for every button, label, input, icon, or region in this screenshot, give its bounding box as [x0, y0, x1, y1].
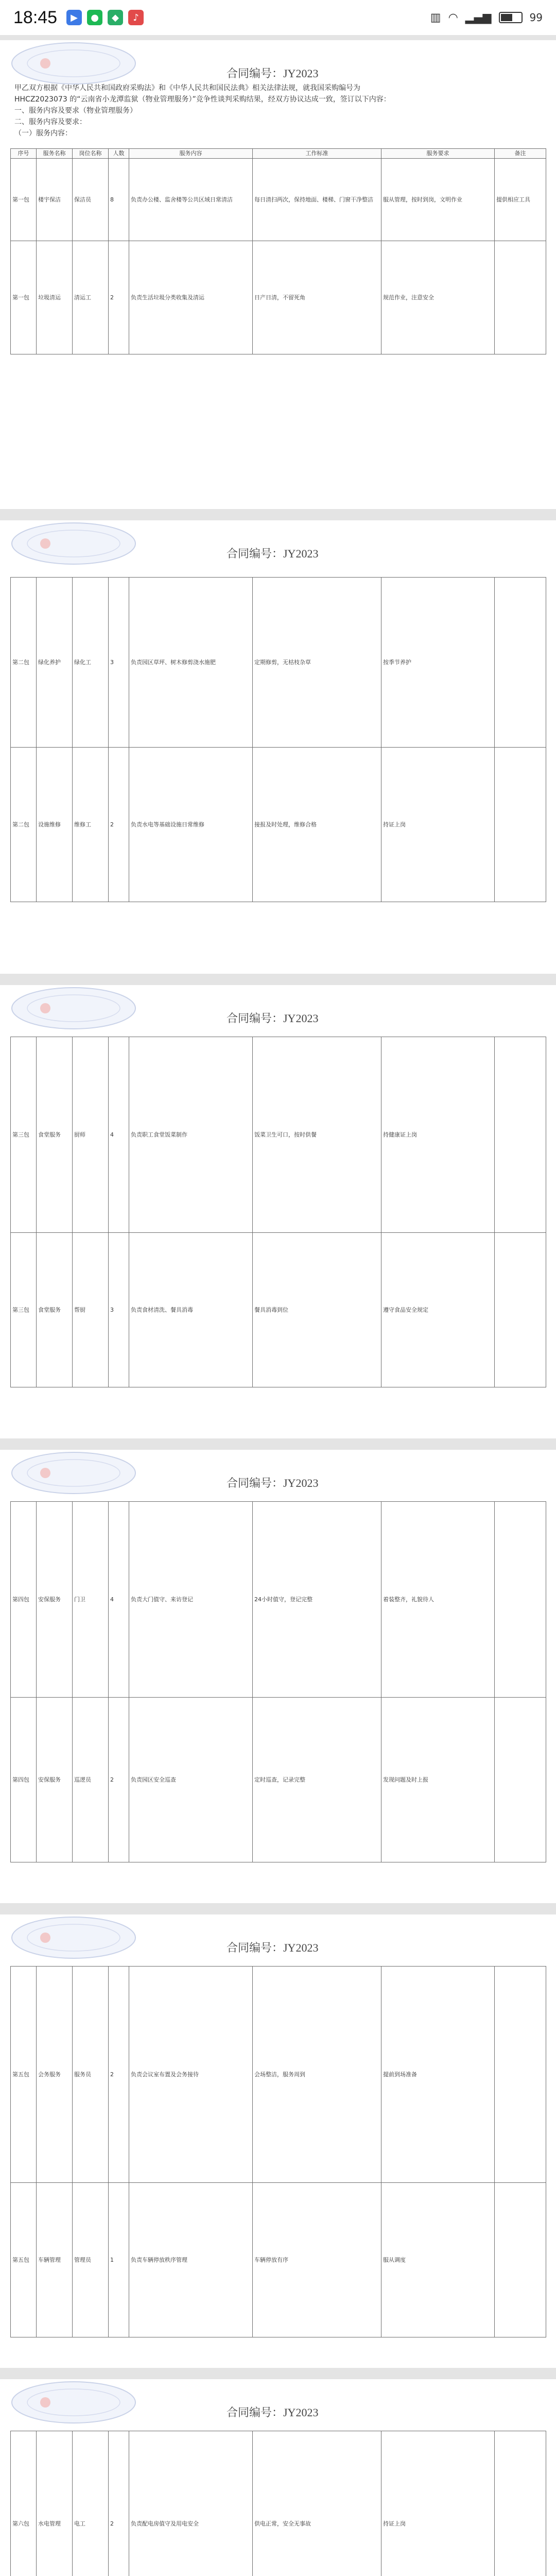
service-table — [10, 1037, 546, 1387]
table-cell: 规范作业，注意安全 — [381, 241, 495, 354]
header-cell: 序号 — [11, 149, 37, 159]
table-cell — [495, 2431, 546, 2576]
table-cell: 3 — [109, 1233, 129, 1387]
table-cell: 着装整齐，礼貌待人 — [381, 1502, 495, 1698]
table-cell: 日产日清，不留死角 — [253, 241, 381, 354]
intro-text — [14, 82, 542, 139]
table-cell: 负责生活垃圾分类收集及清运 — [129, 241, 253, 354]
table-cell: 2 — [109, 2431, 129, 2576]
table-cell: 2 — [109, 1698, 129, 1862]
intro-line: HHCZ2023073 的“云南省小龙潭监狱（物业管理服务）”竞争性谈判采购结果，经双方协议达成一致，签订以下内容： — [14, 95, 391, 104]
table-cell: 2 — [109, 1967, 129, 2183]
table-cell — [495, 241, 546, 354]
document-page-6 — [0, 2379, 556, 2576]
table-cell: 第四包 — [11, 1502, 37, 1698]
table-cell — [495, 1037, 546, 1233]
header-cell: 服务要求 — [381, 149, 495, 159]
service-table — [10, 1966, 546, 2337]
status-time: 18:45 — [13, 7, 58, 27]
table-cell: 会场整洁，服务周到 — [253, 1967, 381, 2183]
service-table — [10, 148, 546, 354]
table-cell: 楼宇保洁 — [37, 159, 73, 241]
header-cell: 服务内容 — [129, 149, 253, 159]
table-row — [11, 2431, 546, 2576]
table-cell: 服从管理，按时到岗，文明作业 — [381, 159, 495, 241]
contract-number: 合同编号：JY2023 — [227, 1012, 319, 1025]
table-cell — [495, 1233, 546, 1387]
table-cell: 4 — [109, 1037, 129, 1233]
table-cell: 定时巡查，记录完整 — [253, 1698, 381, 1862]
wechat-icon: ◆ — [108, 10, 123, 25]
table-cell: 提供相应工具 — [495, 159, 546, 241]
document-page-4 — [0, 1450, 556, 1903]
table-row — [11, 748, 546, 902]
table-cell: 供电正常，安全无事故 — [253, 2431, 381, 2576]
watermark-seal-icon — [9, 2379, 138, 2426]
table-cell: 遵守食品安全规定 — [381, 1233, 495, 1387]
app-notification-icon: ▶ — [66, 10, 82, 25]
table-cell: 负责园区草坪、树木修剪浇水施肥 — [129, 578, 253, 748]
intro-line: 甲乙双方根据《中华人民共和国政府采购法》和《中华人民共和国民法典》相关法律法规，就我国采购编号为 — [14, 84, 360, 92]
wifi-icon: ◠ — [448, 11, 458, 24]
table-row — [11, 1967, 546, 2183]
table-cell: 设施维修 — [37, 748, 73, 902]
table-cell — [495, 1698, 546, 1862]
table-cell: 负责车辆停放秩序管理 — [129, 2183, 253, 2337]
table-cell: 巡逻员 — [73, 1698, 109, 1862]
table-cell: 8 — [109, 159, 129, 241]
intro-line: （一）服务内容： — [14, 129, 72, 138]
table-cell: 服务员 — [73, 1967, 109, 2183]
notification-icons — [66, 10, 144, 25]
table-cell: 车辆停放有序 — [253, 2183, 381, 2337]
chat-notification-icon: ● — [87, 10, 102, 25]
watermark-seal-icon — [9, 40, 138, 87]
watermark-seal-icon — [9, 1450, 138, 1496]
table-row — [11, 578, 546, 748]
watermark-seal-icon — [9, 985, 138, 1031]
table-row — [11, 1037, 546, 1233]
table-cell: 负责园区安全巡查 — [129, 1698, 253, 1862]
table-cell — [495, 2183, 546, 2337]
watermark-seal-icon — [9, 1914, 138, 1961]
system-icons — [430, 11, 543, 24]
table-cell: 垃圾清运 — [37, 241, 73, 354]
contract-number: 合同编号：JY2023 — [227, 1477, 319, 1489]
table-cell: 持证上岗 — [381, 748, 495, 902]
table-cell: 第一包 — [11, 159, 37, 241]
table-cell: 提前到场准备 — [381, 1967, 495, 2183]
table-cell: 饭菜卫生可口，按时供餐 — [253, 1037, 381, 1233]
table-row — [11, 241, 546, 354]
table-cell: 持健康证上岗 — [381, 1037, 495, 1233]
battery-level: 99 — [529, 11, 543, 24]
table-cell: 负责办公楼、监舍楼等公共区域日常清洁 — [129, 159, 253, 241]
header-cell: 工作标准 — [253, 149, 381, 159]
header-cell: 服务名称 — [37, 149, 73, 159]
table-cell: 水电管理 — [37, 2431, 73, 2576]
table-cell: 第四包 — [11, 1698, 37, 1862]
table-cell: 帮厨 — [73, 1233, 109, 1387]
document-page-3 — [0, 985, 556, 1438]
table-cell: 第三包 — [11, 1233, 37, 1387]
watermark-seal-icon — [9, 520, 138, 567]
service-table — [10, 1501, 546, 1862]
table-row — [11, 1233, 546, 1387]
table-cell: 维修工 — [73, 748, 109, 902]
music-icon: ♪ — [128, 10, 144, 25]
document-page-5 — [0, 1914, 556, 2368]
table-cell: 负责职工食堂饭菜制作 — [129, 1037, 253, 1233]
table-cell: 安保服务 — [37, 1502, 73, 1698]
table-cell: 绿化工 — [73, 578, 109, 748]
signal-icon: ▂▄▆ — [465, 11, 492, 24]
table-cell: 按季节养护 — [381, 578, 495, 748]
table-cell: 车辆管理 — [37, 2183, 73, 2337]
service-table — [10, 577, 546, 902]
contract-number: 合同编号：JY2023 — [227, 547, 319, 560]
contract-number: 合同编号：JY2023 — [227, 2406, 319, 2419]
contract-number: 合同编号：JY2023 — [227, 67, 319, 80]
table-cell: 餐具消毒到位 — [253, 1233, 381, 1387]
table-cell: 24小时值守，登记完整 — [253, 1502, 381, 1698]
table-cell: 接报及时处理，维修合格 — [253, 748, 381, 902]
table-row — [11, 2183, 546, 2337]
battery-icon — [499, 12, 523, 23]
table-cell: 门卫 — [73, 1502, 109, 1698]
table-cell: 负责水电等基础设施日常维修 — [129, 748, 253, 902]
table-cell: 每日清扫两次，保持地面、楼梯、门窗干净整洁 — [253, 159, 381, 241]
table-cell: 4 — [109, 1502, 129, 1698]
table-cell: 第五包 — [11, 1967, 37, 2183]
table-cell: 第五包 — [11, 2183, 37, 2337]
table-row — [11, 159, 546, 241]
table-row — [11, 1502, 546, 1698]
header-cell: 人数 — [109, 149, 129, 159]
table-cell: 食堂服务 — [37, 1233, 73, 1387]
table-cell: 持证上岗 — [381, 2431, 495, 2576]
table-cell: 清运工 — [73, 241, 109, 354]
status-bar — [0, 0, 556, 35]
contract-number: 合同编号：JY2023 — [227, 1941, 319, 1954]
table-cell: 负责食材清洗、餐具消毒 — [129, 1233, 253, 1387]
table-cell: 2 — [109, 748, 129, 902]
table-cell: 安保服务 — [37, 1698, 73, 1862]
table-cell: 管理员 — [73, 2183, 109, 2337]
table-cell: 电工 — [73, 2431, 109, 2576]
table-cell: 绿化养护 — [37, 578, 73, 748]
table-cell: 1 — [109, 2183, 129, 2337]
vibrate-icon: ▥ — [430, 11, 441, 24]
table-cell — [495, 748, 546, 902]
table-cell: 食堂服务 — [37, 1037, 73, 1233]
table-cell — [495, 1502, 546, 1698]
table-row — [11, 1698, 546, 1862]
document-page-2 — [0, 520, 556, 974]
table-cell: 负责配电房值守及用电安全 — [129, 2431, 253, 2576]
table-cell: 定期修剪，无枯枝杂草 — [253, 578, 381, 748]
table-cell: 发现问题及时上报 — [381, 1698, 495, 1862]
table-cell: 负责大门值守、来访登记 — [129, 1502, 253, 1698]
header-cell: 岗位名称 — [73, 149, 109, 159]
header-cell: 备注 — [495, 149, 546, 159]
document-page-1 — [0, 40, 556, 509]
table-cell: 服从调度 — [381, 2183, 495, 2337]
table-cell — [495, 578, 546, 748]
table-cell: 第二包 — [11, 748, 37, 902]
table-cell: 第六包 — [11, 2431, 37, 2576]
table-cell: 第三包 — [11, 1037, 37, 1233]
table-cell: 2 — [109, 241, 129, 354]
table-cell: 厨师 — [73, 1037, 109, 1233]
intro-line: 一、服务内容及要求（物业管理服务） — [14, 107, 137, 115]
table-cell: 保洁员 — [73, 159, 109, 241]
table-cell: 负责会议室布置及会务接待 — [129, 1967, 253, 2183]
table-cell — [495, 1967, 546, 2183]
intro-line: 二、服务内容及要求： — [14, 118, 86, 126]
service-table — [10, 2431, 546, 2576]
table-cell: 3 — [109, 578, 129, 748]
table-cell: 第一包 — [11, 241, 37, 354]
table-header-row — [11, 149, 546, 159]
table-cell: 会务服务 — [37, 1967, 73, 2183]
table-cell: 第二包 — [11, 578, 37, 748]
